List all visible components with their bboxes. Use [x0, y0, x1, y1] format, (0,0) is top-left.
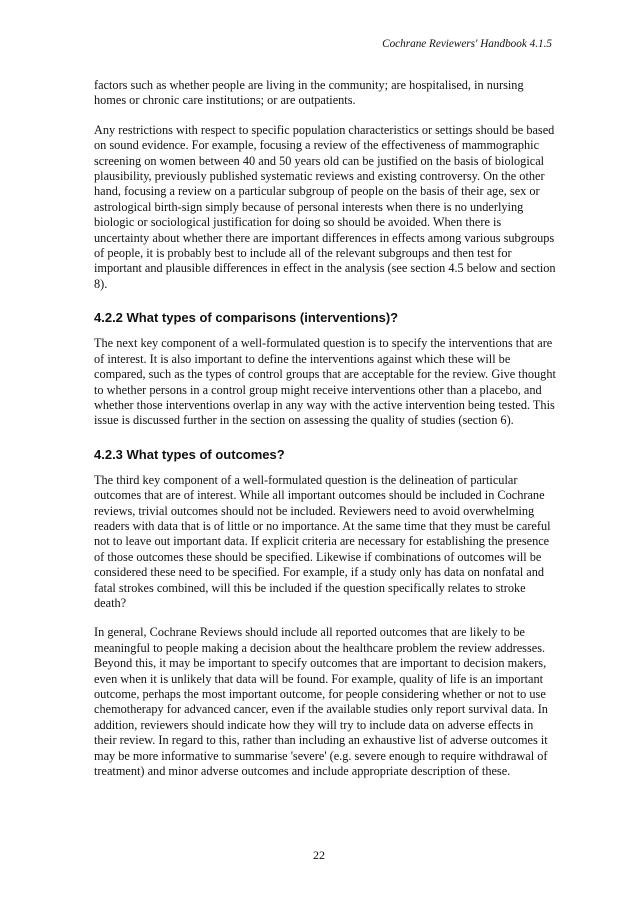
paragraph-population-settings: factors such as whether people are living in the community; are hospitalised, in nursing homes or chronic care institutions; or are outpatients.	[94, 78, 524, 108]
paragraph-interventions: The next key component of a well-formulated question is to specify the interventions that are of interest. It is also important to define the interventions against which these will be compared, such as the types of control groups that are acceptable for the review. Give thought to whether persons in a control group might receive interventions other than a placebo, and whether those interventions overlap in any way with the active intervention being tested. This issue is discussed further in the section on assessing the quality of studies (section 6).	[94, 336, 556, 428]
paragraph-outcomes-general: In general, Cochrane Reviews should include all reported outcomes that are likely to be meaningful to people making a decision about the healthcare problem the review addresses. Beyond this, it may be important to specify outcomes that are important to decision makers, even when it is unlikely that data will be found. For example, quality of life is an important outcome, perhaps the most important outcome, for people considering whether or not to use chemotherapy for advanced cancer, even if the available studies only report survival data. In addition, reviewers should indicate how they will try to include data on adverse effects in their review. In regard to this, rather than including an exhaustive list of adverse outcomes it may be more informative to summarise 'severe' (e.g. severe enough to require withdrawal of treatment) and minor adverse outcomes and include appropriate description of these.	[94, 625, 548, 779]
section-heading-comparisons: 4.2.2 What types of comparisons (interventions)?	[94, 310, 399, 326]
paragraph-outcomes-definition: The third key component of a well-formulated question is the delineation of particular outcomes that are of interest. While all important outcomes should be included in Cochrane reviews, trivial outcomes should not be included. Reviewers need to avoid overwhelming readers with data that is of little or no importance. At the same time that they must be careful not to leave out important data. If explicit criteria are necessary for establishing the presence of those outcomes these should be specified. Likewise if combinations of outcomes will be considered these need to be specified. For example, if a study only has data on nonfatal and fatal strokes combined, will this be included if the question specifically relates to stroke death?	[94, 472, 551, 610]
section-heading-outcomes: 4.2.3 What types of outcomes?	[94, 446, 285, 462]
paragraph-population-restrictions: Any restrictions with respect to specific population characteristics or settings should be based on sound evidence. For example, focusing a review of the effectiveness of mammographic screening on women between 40 and 50 years old can be justified on the basis of biological plausibility, previously published systematic reviews and existing controversy. On the other hand, focusing a review on a particular subgroup of people on the basis of their age, sex or astrological birth-sign simply because of personal interests when there is no underlying biologic or sociological justification for doing so should be avoided. When there is uncertainty about whether there are important differences in effects among various subgroups of people, it is probably best to include all of the relevant subgroups and then test for important and plausible differences in effect in the analysis (see section 4.5 below and section 8).	[94, 122, 556, 291]
page-number: 22	[313, 848, 325, 862]
running-header: Cochrane Reviewers' Handbook 4.1.5	[382, 38, 552, 50]
page-body	[94, 78, 556, 793]
